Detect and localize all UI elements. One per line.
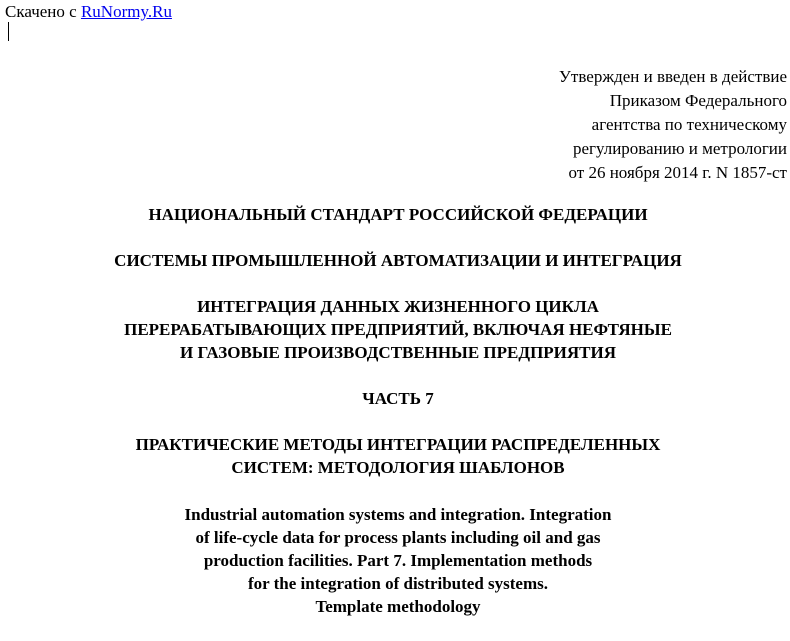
english-title (0, 503, 790, 618)
part-title-line: ПРАКТИЧЕСКИЕ МЕТОДЫ ИНТЕГРАЦИИ РАСПРЕДЕЛЕННЫХ (135, 435, 661, 454)
series-title: СИСТЕМЫ ПРОМЫШЛЕННОЙ АВТОМАТИЗАЦИИ И ИНТЕГРАЦИЯ (114, 251, 682, 270)
text-cursor (8, 22, 9, 41)
part-heading (0, 387, 790, 410)
subject-line: И ГАЗОВЫЕ ПРОИЗВОДСТВЕННЫЕ ПРЕДПРИЯТИЯ (179, 343, 617, 362)
english-line: Industrial automation systems and integration. Integration (184, 505, 612, 524)
english-line: for the integration of distributed systems. (248, 574, 548, 593)
approval-line: Приказом Федерального (609, 91, 787, 110)
subject-line: ИНТЕГРАЦИЯ ДАННЫХ ЖИЗНЕННОГО ЦИКЛА (197, 297, 599, 316)
series-heading (0, 249, 790, 272)
approval-line: агентства по техническому (591, 115, 787, 134)
source-prefix: Скачено с (5, 2, 77, 21)
standard-title: НАЦИОНАЛЬНЫЙ СТАНДАРТ РОССИЙСКОЙ ФЕДЕРАЦИИ (148, 205, 648, 224)
source-line (5, 2, 172, 22)
english-line: of life-cycle data for process plants including oil and gas (195, 528, 601, 547)
subject-line: ПЕРЕРАБАТЫВАЮЩИХ ПРЕДПРИЯТИЙ, ВКЛЮЧАЯ НЕФТЯНЫЕ (124, 320, 672, 339)
approval-line: от 26 ноября 2014 г. N 1857-ст (568, 163, 787, 182)
part-number: ЧАСТЬ 7 (362, 389, 434, 408)
approval-line: регулированию и метрологии (572, 139, 787, 158)
english-line: Template methodology (315, 597, 481, 616)
approval-block (559, 65, 787, 185)
approval-line: Утвержден и введен в действие (558, 67, 787, 86)
part-title-heading (0, 433, 790, 479)
english-line: production facilities. Part 7. Implementation methods (203, 551, 593, 570)
subject-heading (0, 295, 790, 364)
source-link[interactable]: RuNormy.Ru (80, 2, 172, 21)
standard-heading (0, 203, 790, 226)
part-title-line: СИСТЕМ: МЕТОДОЛОГИЯ ШАБЛОНОВ (231, 458, 565, 477)
